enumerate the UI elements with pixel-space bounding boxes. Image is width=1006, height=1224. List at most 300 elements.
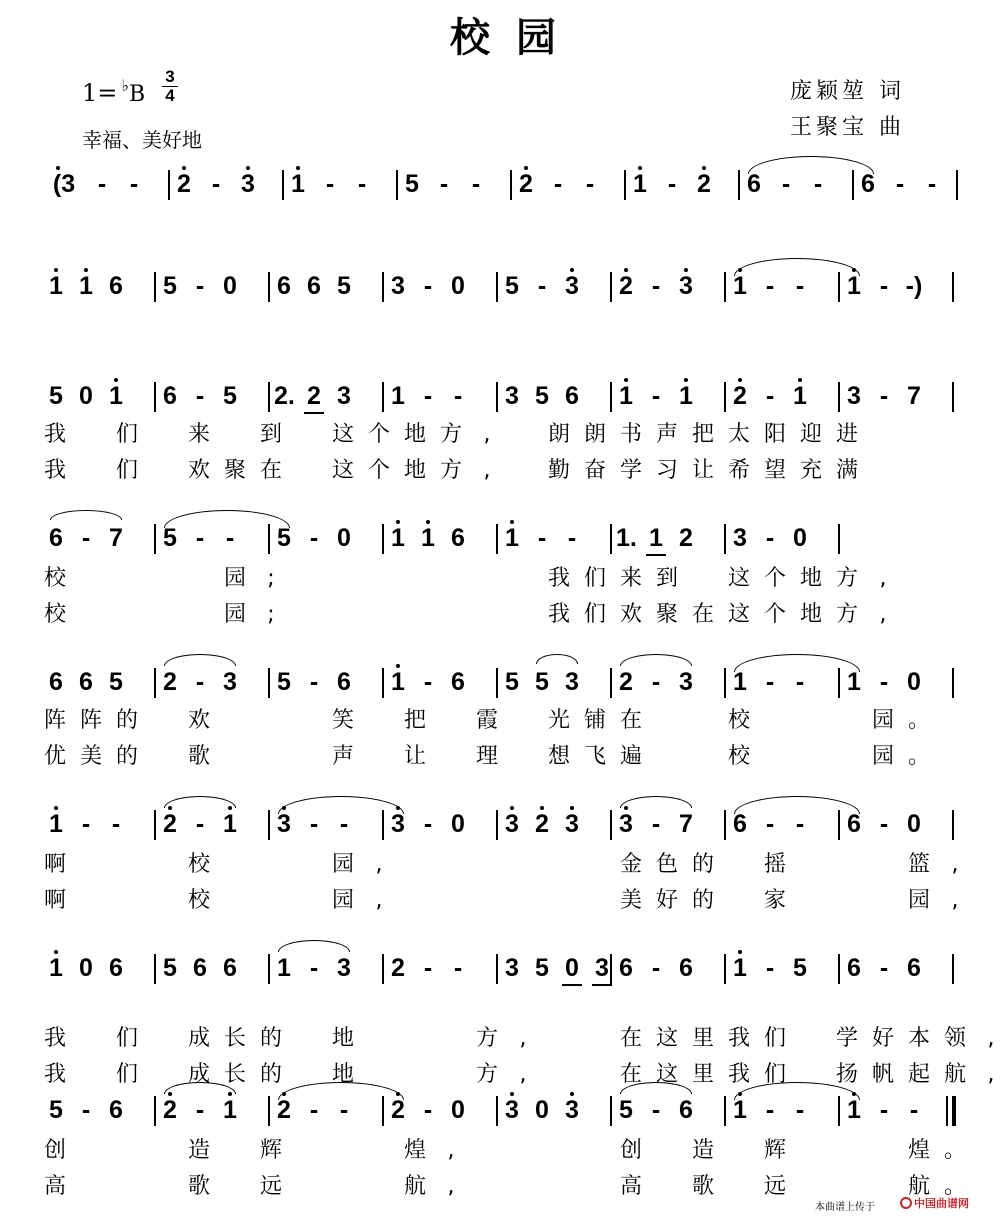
- slur: [620, 654, 692, 666]
- lyric-char: 帆: [871, 1062, 894, 1087]
- note: -: [439, 170, 449, 198]
- lyric-char: 。: [943, 1174, 966, 1199]
- barline: [496, 954, 498, 984]
- lyric-char: 的: [691, 852, 714, 877]
- lyric-char: ,: [483, 422, 491, 447]
- lyric-char: 让: [691, 458, 714, 483]
- lyric-char: 我: [43, 458, 66, 483]
- staff-system: [0, 160, 1006, 208]
- lyric-char: 的: [115, 744, 138, 769]
- note: -: [309, 810, 319, 838]
- barline: [838, 1096, 840, 1126]
- note: 3: [847, 382, 861, 410]
- note: 1: [730, 944, 750, 992]
- note: 3: [733, 524, 747, 552]
- lyric-char: 这: [331, 458, 354, 483]
- note: 1: [730, 262, 750, 310]
- lyric-char: 我: [43, 1026, 66, 1051]
- barline: [952, 810, 954, 840]
- note: 1: [616, 372, 636, 420]
- barline: [956, 170, 958, 200]
- note: 3: [676, 262, 696, 310]
- note: 2: [160, 1086, 180, 1134]
- note: -: [537, 272, 547, 300]
- lyric-char: 远: [259, 1174, 282, 1199]
- note: 5: [535, 668, 549, 696]
- note: -: [309, 524, 319, 552]
- note: 5: [505, 668, 519, 696]
- slur: [620, 796, 692, 808]
- lyric-char: ;: [267, 566, 275, 591]
- note: 5: [535, 382, 549, 410]
- note: 1.: [616, 524, 637, 552]
- note: 6: [747, 170, 761, 198]
- barline: [610, 382, 612, 412]
- note: 3: [679, 668, 693, 696]
- lyric-char: 造: [691, 1138, 714, 1163]
- note: -: [423, 1096, 433, 1124]
- lyric-char: 成: [187, 1026, 210, 1051]
- note: 6: [79, 668, 93, 696]
- note: 2: [679, 524, 693, 552]
- lyric-char: 朗: [583, 422, 606, 447]
- staff-system: [0, 1086, 1006, 1134]
- lyric-char: 园: [223, 566, 246, 591]
- note: 3: [238, 160, 258, 208]
- lyric-char: 里: [691, 1026, 714, 1051]
- note: 2: [388, 1086, 408, 1134]
- lyric-char: 希: [727, 458, 750, 483]
- lyric-char: 歌: [187, 744, 210, 769]
- note: 3: [223, 668, 237, 696]
- lyric-char: 到: [655, 566, 678, 591]
- lyric-line: [0, 852, 1006, 878]
- barline: [496, 524, 498, 554]
- lyric-char: 成: [187, 1062, 210, 1087]
- lyric-char: 航: [943, 1062, 966, 1087]
- lyric-char: 在: [691, 602, 714, 627]
- barline: [268, 954, 270, 984]
- lyric-char: 地: [331, 1062, 354, 1087]
- note: -: [909, 1096, 919, 1124]
- barline: [382, 1096, 384, 1126]
- note: 1: [46, 800, 66, 848]
- note: -: [309, 1096, 319, 1124]
- note: 6: [565, 382, 579, 410]
- note: -: [879, 668, 889, 696]
- barline: [952, 668, 954, 698]
- staff-system: [0, 514, 1006, 562]
- note: 3: [505, 382, 519, 410]
- lyric-line: [0, 1138, 1006, 1164]
- lyric-char: 太: [727, 422, 750, 447]
- note: 3: [565, 668, 579, 696]
- note: -: [325, 170, 335, 198]
- lyric-char: 光: [547, 708, 570, 733]
- lyric-char: 方: [439, 422, 462, 447]
- barline: [852, 170, 854, 200]
- barline: [610, 1096, 612, 1126]
- site-logo: [900, 1195, 969, 1211]
- lyric-char: 优: [43, 744, 66, 769]
- note: 3: [274, 800, 294, 848]
- lyric-line: [0, 1062, 1006, 1088]
- lyric-char: 们: [115, 1062, 138, 1087]
- note: 2: [160, 800, 180, 848]
- note: 5: [619, 1096, 633, 1124]
- note: 6: [49, 524, 63, 552]
- barline: [610, 272, 612, 302]
- lyric-char: 进: [835, 422, 858, 447]
- barline: [838, 954, 840, 984]
- lyric-char: 美: [619, 888, 642, 913]
- lyric-char: 造: [187, 1138, 210, 1163]
- lyric-char: ,: [879, 566, 887, 591]
- note: -: [765, 382, 775, 410]
- slur: [164, 654, 236, 666]
- note: -: [225, 524, 235, 552]
- final-barline: [952, 1096, 956, 1126]
- lyricist-credit: 庞颖堃 词: [790, 79, 905, 104]
- lyric-char: 奋: [583, 458, 606, 483]
- barline: [154, 272, 156, 302]
- lyric-char: 遍: [619, 744, 642, 769]
- note: 2: [532, 800, 552, 848]
- lyric-char: 辉: [763, 1138, 786, 1163]
- note: 2: [516, 160, 536, 208]
- lyric-char: 飞: [583, 744, 606, 769]
- barline: [724, 810, 726, 840]
- lyric-char: 朗: [547, 422, 570, 447]
- lyric-char: 充: [799, 458, 822, 483]
- note: -: [553, 170, 563, 198]
- note: 6: [163, 382, 177, 410]
- note: -: [813, 170, 823, 198]
- note: 2: [304, 372, 324, 420]
- note: 1: [844, 262, 864, 310]
- meter-top: 3: [162, 68, 178, 87]
- lyric-line: [0, 1174, 1006, 1200]
- lyric-char: 校: [43, 602, 66, 627]
- note: -: [471, 170, 481, 198]
- note: 1: [418, 514, 438, 562]
- lyric-char: ,: [519, 1062, 527, 1087]
- lyric-char: 高: [43, 1174, 66, 1199]
- lyric-char: 把: [691, 422, 714, 447]
- note: 5: [109, 668, 123, 696]
- barline: [382, 382, 384, 412]
- lyric-char: ,: [375, 852, 383, 877]
- meter-bottom: 4: [165, 86, 175, 105]
- lyric-char: 好: [655, 888, 678, 913]
- note: -: [537, 524, 547, 552]
- note: 3: [502, 1086, 522, 1134]
- lyric-char: 阳: [763, 422, 786, 447]
- barline: [154, 810, 156, 840]
- flat-icon: ♭: [121, 76, 129, 95]
- slur: [734, 796, 860, 814]
- lyric-char: 创: [619, 1138, 642, 1163]
- note: 6: [109, 1096, 123, 1124]
- barline: [154, 382, 156, 412]
- barline: [168, 170, 170, 200]
- barline: [610, 810, 612, 840]
- note: 1: [847, 668, 861, 696]
- barline: [382, 810, 384, 840]
- barline: [952, 272, 954, 302]
- lyric-char: ,: [951, 852, 959, 877]
- note: 2: [616, 262, 636, 310]
- lyric-char: 我: [727, 1062, 750, 1087]
- note: 6: [619, 954, 633, 982]
- lyric-char: 学: [619, 458, 642, 483]
- barline: [724, 382, 726, 412]
- note: 3: [337, 382, 351, 410]
- barline: [382, 954, 384, 984]
- lyric-char: 书: [619, 422, 642, 447]
- barline: [154, 1096, 156, 1126]
- lyric-char: 们: [583, 602, 606, 627]
- barline: [154, 668, 156, 698]
- lyric-line: [0, 602, 1006, 628]
- note: -: [795, 668, 805, 696]
- lyric-char: 理: [475, 744, 498, 769]
- lyric-char: 园: [871, 744, 894, 769]
- note: 0: [79, 382, 93, 410]
- logo-text: 中国曲谱网: [914, 1197, 969, 1210]
- note: -: [879, 954, 889, 982]
- lyric-char: 这: [727, 602, 750, 627]
- lyric-char: 声: [655, 422, 678, 447]
- note: 0: [907, 668, 921, 696]
- note: 1: [388, 514, 408, 562]
- lyric-char: 校: [187, 888, 210, 913]
- barline: [282, 170, 284, 200]
- note: -: [795, 272, 805, 300]
- slur: [164, 796, 236, 808]
- note: 0: [451, 272, 465, 300]
- lyric-line: [0, 708, 1006, 734]
- slur: [164, 510, 290, 528]
- note: -: [651, 382, 661, 410]
- note: 1: [220, 1086, 240, 1134]
- note: 6: [679, 954, 693, 982]
- lyric-line: [0, 1026, 1006, 1052]
- lyric-char: 方: [475, 1062, 498, 1087]
- note: 0: [451, 1096, 465, 1124]
- note: -: [651, 668, 661, 696]
- note: -: [81, 810, 91, 838]
- note: 0: [451, 810, 465, 838]
- lyric-char: 我: [43, 422, 66, 447]
- lyric-char: 们: [115, 458, 138, 483]
- barline: [496, 1096, 498, 1126]
- note: 3: [592, 944, 612, 992]
- lyric-char: 校: [727, 708, 750, 733]
- lyric-char: 的: [259, 1026, 282, 1051]
- lyric-char: ,: [879, 602, 887, 627]
- lyric-char: 园: [331, 852, 354, 877]
- staff-system: [0, 658, 1006, 706]
- lyric-char: 好: [871, 1026, 894, 1051]
- note: 7: [907, 382, 921, 410]
- lyric-char: 聚: [223, 458, 246, 483]
- note: 0: [562, 944, 582, 992]
- note: -: [795, 810, 805, 838]
- lyric-char: 个: [367, 422, 390, 447]
- note: -: [81, 1096, 91, 1124]
- note: -: [879, 1096, 889, 1124]
- lyric-char: 的: [115, 708, 138, 733]
- lyric-char: 地: [799, 566, 822, 591]
- lyric-char: 方: [835, 566, 858, 591]
- lyric-char: 的: [691, 888, 714, 913]
- slur: [278, 796, 404, 814]
- lyric-char: 歌: [187, 1174, 210, 1199]
- note: -: [879, 810, 889, 838]
- note: -): [905, 272, 923, 300]
- note: -: [765, 954, 775, 982]
- lyric-char: 阵: [79, 708, 102, 733]
- note: -: [423, 954, 433, 982]
- note: 1: [46, 944, 66, 992]
- key-one: 1=: [82, 79, 118, 107]
- note: 7: [679, 810, 693, 838]
- barline: [952, 382, 954, 412]
- note: 6: [193, 954, 207, 982]
- note: 6: [679, 1096, 693, 1124]
- note: -: [339, 810, 349, 838]
- lyric-char: 个: [367, 458, 390, 483]
- note: 6: [307, 272, 321, 300]
- lyric-char: 在: [619, 708, 642, 733]
- barline: [724, 668, 726, 698]
- note: -: [111, 810, 121, 838]
- barline: [496, 382, 498, 412]
- lyric-char: 笑: [331, 708, 354, 733]
- logo-icon: [900, 1197, 912, 1209]
- lyric-char: 歌: [691, 1174, 714, 1199]
- barline: [268, 382, 270, 412]
- barline: [838, 524, 840, 554]
- lyric-char: 霞: [475, 708, 498, 733]
- barline: [838, 810, 840, 840]
- note: 2.: [274, 382, 295, 410]
- note: 1: [76, 262, 96, 310]
- note: 1: [630, 160, 650, 208]
- note: 3: [337, 954, 351, 982]
- lyric-char: 在: [619, 1062, 642, 1087]
- note: 1: [733, 668, 747, 696]
- note: -: [97, 170, 107, 198]
- lyric-char: 们: [763, 1026, 786, 1051]
- lyric-char: 们: [115, 422, 138, 447]
- note: 6: [451, 524, 465, 552]
- note: 1: [502, 514, 522, 562]
- note: 7: [109, 524, 123, 552]
- lyric-char: 地: [331, 1026, 354, 1051]
- lyric-char: 这: [331, 422, 354, 447]
- note: 1: [844, 1086, 864, 1134]
- note: 2: [391, 954, 405, 982]
- note: 2: [619, 668, 633, 696]
- lyric-char: 来: [619, 566, 642, 591]
- lyric-char: 习: [655, 458, 678, 483]
- lyric-char: 校: [43, 566, 66, 591]
- note: 5: [405, 170, 419, 198]
- note: 1: [106, 372, 126, 420]
- note: -: [795, 1096, 805, 1124]
- lyric-char: 勤: [547, 458, 570, 483]
- lyric-char: 们: [115, 1026, 138, 1051]
- lyric-char: 地: [403, 458, 426, 483]
- lyric-char: ,: [519, 1026, 527, 1051]
- note: 0: [337, 524, 351, 552]
- note: -: [309, 954, 319, 982]
- lyric-char: 个: [763, 566, 786, 591]
- barline: [268, 668, 270, 698]
- lyric-char: 欢: [187, 458, 210, 483]
- barline: [610, 668, 612, 698]
- lyric-char: 们: [583, 566, 606, 591]
- note: -: [765, 1096, 775, 1124]
- barline: [952, 954, 954, 984]
- barline: [382, 668, 384, 698]
- note: -: [781, 170, 791, 198]
- barline: [268, 1096, 270, 1126]
- lyric-line: [0, 744, 1006, 770]
- note: 5: [163, 272, 177, 300]
- lyric-char: ,: [987, 1026, 995, 1051]
- note: 0: [907, 810, 921, 838]
- lyric-char: 的: [259, 1062, 282, 1087]
- barline: [396, 170, 398, 200]
- note: 6: [109, 272, 123, 300]
- lyric-char: 校: [187, 852, 210, 877]
- barline: [838, 668, 840, 698]
- lyric-char: 满: [835, 458, 858, 483]
- slur: [748, 156, 874, 174]
- note: -: [129, 170, 139, 198]
- lyric-char: 家: [763, 888, 786, 913]
- note: 3: [502, 800, 522, 848]
- barline: [610, 524, 612, 554]
- lyric-char: ;: [267, 602, 275, 627]
- note: 6: [451, 668, 465, 696]
- note: 6: [847, 810, 861, 838]
- lyric-char: 园: [223, 602, 246, 627]
- barline: [154, 524, 156, 554]
- barline: [268, 810, 270, 840]
- note: 1: [391, 382, 405, 410]
- slur: [734, 654, 860, 672]
- lyric-char: 这: [727, 566, 750, 591]
- key-letter: B: [128, 82, 146, 107]
- note: -: [423, 382, 433, 410]
- lyric-char: 欢: [187, 708, 210, 733]
- note: 1: [646, 514, 666, 562]
- tempo-marking: 幸福、美好地: [82, 128, 202, 152]
- lyric-char: 个: [763, 602, 786, 627]
- note: 1: [220, 800, 240, 848]
- note: -: [423, 810, 433, 838]
- barline: [496, 668, 498, 698]
- note: 3: [562, 800, 582, 848]
- note: -: [81, 524, 91, 552]
- lyric-char: 来: [187, 422, 210, 447]
- lyric-char: 煌: [907, 1138, 930, 1163]
- note: 6: [733, 810, 747, 838]
